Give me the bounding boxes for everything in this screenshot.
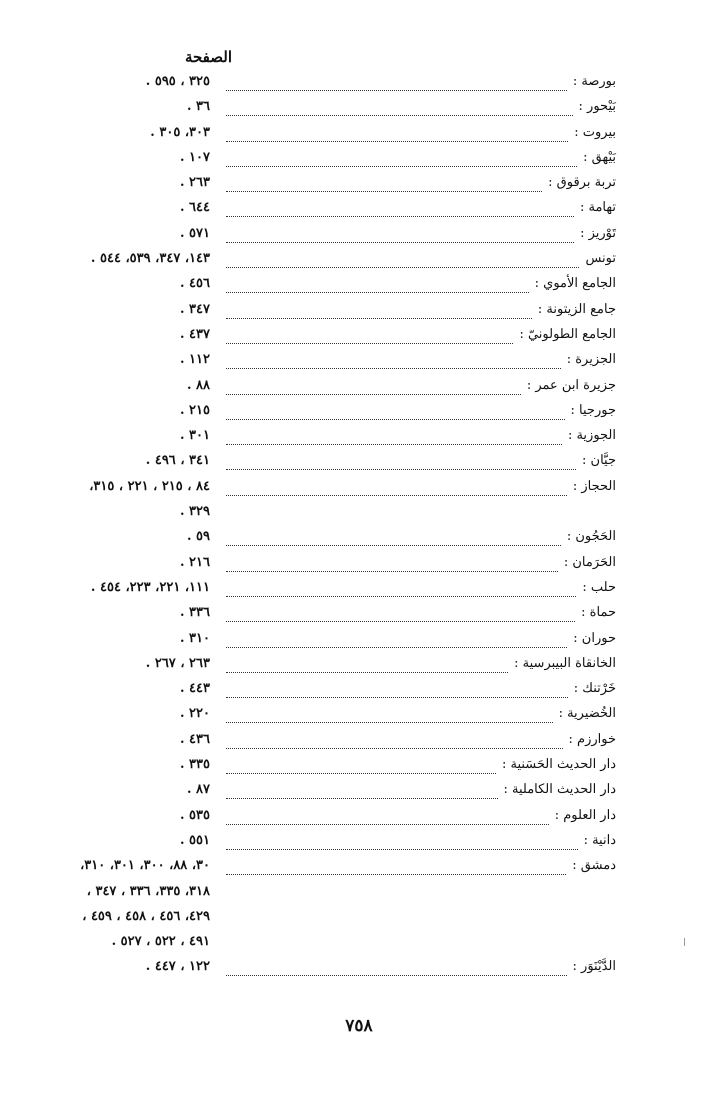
place-index-list [0,72,718,983]
place-name: خوارزم : [568,731,616,747]
place-name: بيروت : [574,124,616,140]
leader-dots [226,329,513,344]
leader-dots [226,860,566,875]
index-entry [0,957,718,982]
leader-dots [226,784,498,799]
leader-dots [226,607,575,622]
page-references: ٥٣٥ . [179,807,210,823]
place-name: الخانقاة البيبرسية : [514,655,616,671]
index-entry [0,426,718,451]
page-references: ٣٣٦ . [179,605,210,621]
index-entry [0,932,718,957]
place-name: جيَّان : [582,453,616,469]
place-name: تهامة : [579,200,616,216]
place-name: دمشق : [572,858,616,874]
leader-dots [226,734,563,749]
leader-dots [226,961,567,976]
page-references: ٢١٥ . [179,402,210,418]
page-references: ٤٢٩، ٤٥٦ ، ٤٥٨ ، ٤٥٩ ، [82,908,210,924]
index-entry [0,300,718,325]
place-name: تَوْريز : [580,225,616,241]
leader-dots [226,304,532,319]
leader-dots [226,835,578,850]
page-references: ٣٠١ . [179,428,210,444]
page-references: ٢٦٣ . [179,175,210,191]
place-name: بَيْحور : [578,99,616,115]
index-entry [0,97,718,122]
leader-dots [226,177,542,192]
place-name: تربة برقوق : [548,175,616,191]
place-name: دار العلوم : [554,807,616,823]
place-name: جامع الزيتونة : [537,301,616,317]
page-references: ٢٢٠ . [179,706,210,722]
page-references: ٣٠٣، ٣٠٥ . [150,124,210,140]
index-entry [0,274,718,299]
place-name: الحَجُون : [566,529,616,545]
leader-dots [226,759,496,774]
page-number: ٧٥٨ [345,1016,373,1036]
index-entry [0,249,718,274]
leader-dots [226,481,567,496]
page-references: ١١١، ٢٢١، ٢٢٣، ٤٥٤ . [90,579,210,595]
page-references: ٢١٦ . [179,554,210,570]
place-name: بَيْهق : [583,149,616,165]
page-references: ٣١٨، ٣٣٥، ٣٣٦ ، ٣٤٧ ، [86,883,210,899]
leader-dots [226,810,549,825]
index-entry [0,856,718,881]
place-name: الجامع الأموي : [534,276,616,292]
place-name: الحَرَمان : [563,554,616,570]
page-references: ٨٧ . [186,782,210,798]
index-entry [0,527,718,552]
leader-dots [226,228,574,243]
index-entry [0,553,718,578]
page-references: ١٠٧ . [179,149,210,165]
place-name: الخُضيرية : [558,706,616,722]
leader-dots [226,127,568,142]
place-name: حماة : [581,605,616,621]
leader-dots [226,633,567,648]
place-name: دار الحديث الحَسَنية : [501,757,616,773]
index-entry [0,72,718,97]
page-references: ١١٢ . [179,352,210,368]
page-column-header: الصفحة [184,48,232,66]
leader-dots [226,253,579,268]
index-entry [0,376,718,401]
index-entry [0,578,718,603]
leader-dots [226,202,574,217]
page-references: ٤٩١ ، ٥٢٢ ، ٥٢٧ . [111,934,210,950]
index-entry [0,603,718,628]
page-references: ٤٣٦ . [179,731,210,747]
index-entry [0,325,718,350]
place-name: بورصة : [572,74,616,89]
place-name: الجوزية : [567,428,616,444]
index-entry [0,730,718,755]
leader-dots [226,354,561,369]
place-name: جزيرة ابن عمر : [526,377,616,393]
place-name: الجزيرة : [566,352,616,368]
index-entry [0,704,718,729]
index-entry [0,401,718,426]
place-name: حوران : [573,630,616,646]
index-entry [0,780,718,805]
index-entry [0,806,718,831]
page-references: ٦٤٤ . [179,200,210,216]
leader-dots [226,152,577,167]
page-references: ٤٥٦ . [179,276,210,292]
leader-dots [226,76,567,91]
index-entry [0,123,718,148]
leader-dots [226,531,561,546]
page-references: ١٢٢ ، ٤٤٧ . [145,959,210,975]
place-name: حلب : [582,579,616,595]
place-name: تونس [585,251,616,267]
index-entry [0,654,718,679]
place-name: الحجاز : [572,478,616,494]
leader-dots [226,582,576,597]
leader-dots [226,405,565,420]
leader-dots [226,380,521,395]
page-references: ٣٤٧ . [179,301,210,317]
index-entry [0,350,718,375]
page-references: ٨٨ . [186,377,210,393]
index-entry [0,679,718,704]
leader-dots [226,683,568,698]
index-entry [0,198,718,223]
page-references: ٢٦٣ ، ٢٦٧ . [145,655,210,671]
index-entry [0,477,718,502]
page-references: ٣٢٥ ، ٥٩٥ . [145,74,210,89]
place-name: الدَّيْنَوَر : [572,959,616,975]
place-name: جورجيا : [570,402,616,418]
page-references: ٣١٠ . [179,630,210,646]
page-references: ٤٤٣ . [179,681,210,697]
page-references: ٥٧١ . [179,225,210,241]
leader-dots [226,557,558,572]
place-name: دار الحديث الكاملية : [503,782,616,798]
place-name: الجامع الطولونيّ : [519,326,616,342]
index-entry [0,755,718,780]
index-entry [0,502,718,527]
index-entry [0,148,718,173]
place-name: دانية : [583,832,616,848]
page-references: ٥٥١ . [179,832,210,848]
leader-dots [226,101,573,116]
page-references: ١٤٣، ٣٤٧، ٥٣٩، ٥٤٤ . [90,251,210,267]
leader-dots [226,708,553,723]
page-references: ٤٣٧ . [179,326,210,342]
index-entry [0,224,718,249]
index-entry [0,831,718,856]
index-entry [0,907,718,932]
page-references: ٣٤١ ، ٤٩٦ . [145,453,210,469]
margin-mark [684,938,685,946]
leader-dots [226,658,508,673]
index-entry [0,451,718,476]
leader-dots [226,278,529,293]
page-references: ٣٣٥ . [179,757,210,773]
page-references: ٣٠، ٨٨، ٣٠٠، ٣٠١، ٣١٠، [80,858,210,874]
place-name: خَرْتنك : [573,681,616,697]
leader-dots [226,455,576,470]
page-references: ٣٢٩ . [179,504,210,520]
index-entry [0,629,718,654]
page-references: ٥٩ . [186,529,210,545]
index-entry [0,173,718,198]
page-references: ٨٤ ، ٢١٥ ، ٢٢١ ، ٣١٥، [89,478,210,494]
page-references: ٣٦ . [186,99,210,115]
index-entry [0,882,718,907]
leader-dots [226,430,562,445]
